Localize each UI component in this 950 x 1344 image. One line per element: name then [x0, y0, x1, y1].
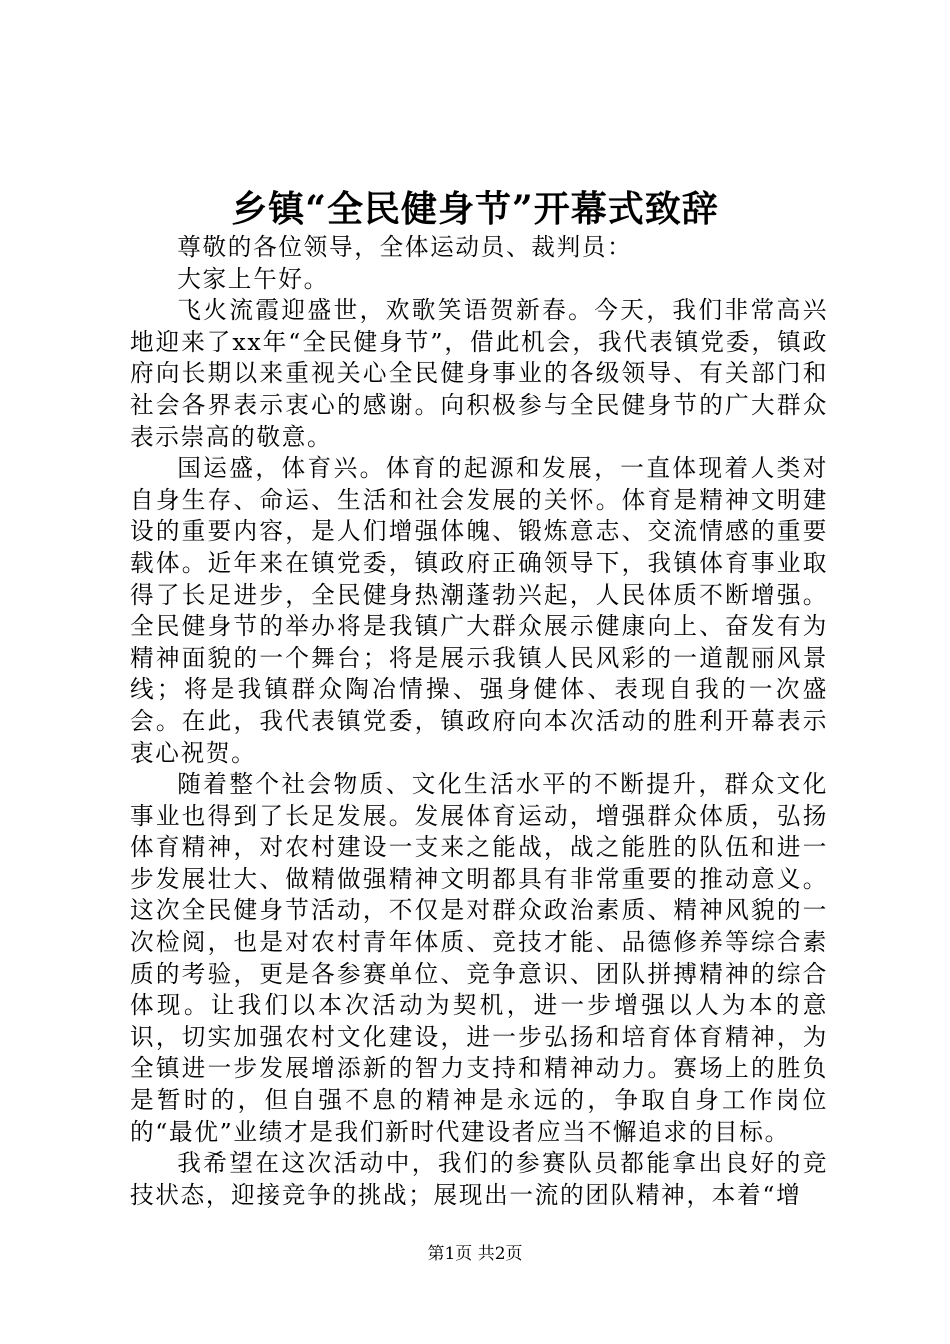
page-footer [0, 1242, 950, 1266]
page-number: 第1页 共2页 [427, 1244, 523, 1264]
body-paragraph: 随着整个社会物质、文化生活水平的不断提升，群众文化事业也得到了长足发展。发展体育运动，增强群众体质，弘扬体育精神，对农村建设一支来之能战，战之能胜的队伍和进一步发展壮大、做精做强精神文明都具有非常重要的推动意义。这次全民健身节活动，不仅是对群众政治素质、精神风貌的一次检阅，也是对农村青年体质、竞技才能、品德修养等综合素质的考验，更是各参赛单位、竞争意识、团队拼搏精神的综合体现。让我们以本次活动为契机，进一步增强以人为本的意识，切实加强农村文化建设，进一步弘扬和培育体育精神，为全镇进一步发展增添新的智力支持和精神动力。赛场上的胜负是暂时的，但自强不息的精神是永远的，争取自身工作岗位的“最优”业绩才是我们新时代建设者应当不懈追求的目标。 [130, 770, 828, 1146]
body-paragraph: 国运盛，体育兴。体育的起源和发展，一直体现着人类对自身生存、命运、生活和社会发展的关怀。体育是精神文明建设的重要内容，是人们增强体魄、锻炼意志、交流情感的重要载体。近年来在镇党委，镇政府正确领导下，我镇体育事业取得了长足进步，全民健身热潮蓬勃兴起，人民体质不断增强。全民健身节的举办将是我镇广大群众展示健康向上、奋发有为精神面貌的一个舞台；将是展示我镇人民风彩的一道靓丽风景线；将是我镇群众陶冶情操、强身健体、表现自我的一次盛会。在此，我代表镇党委，镇政府向本次活动的胜利开幕表示衷心祝贺。 [130, 454, 828, 767]
salutation-paragraph: 尊敬的各位领导，全体运动员、裁判员： [177, 233, 633, 261]
body-paragraph: 飞火流霞迎盛世，欢歌笑语贺新春。今天，我们非常高兴地迎来了xx年“全民健身节”，借此机会，我代表镇党委，镇政府向长期以来重视关心全民健身事业的各级领导、有关部门和社会各界表示衷心的感谢。向积极参与全民健身节的广大群众表示崇高的敬意。 [130, 296, 828, 451]
document-body [130, 232, 828, 1211]
body-paragraph: 我希望在这次活动中，我们的参赛队员都能拿出良好的竞技状态，迎接竞争的挑战；展现出一流的团队精神，本着“增 [130, 1149, 828, 1209]
greeting-paragraph: 大家上午好。 [177, 264, 329, 293]
document-title: 乡镇“全民健身节”开幕式致辞 [231, 188, 719, 230]
